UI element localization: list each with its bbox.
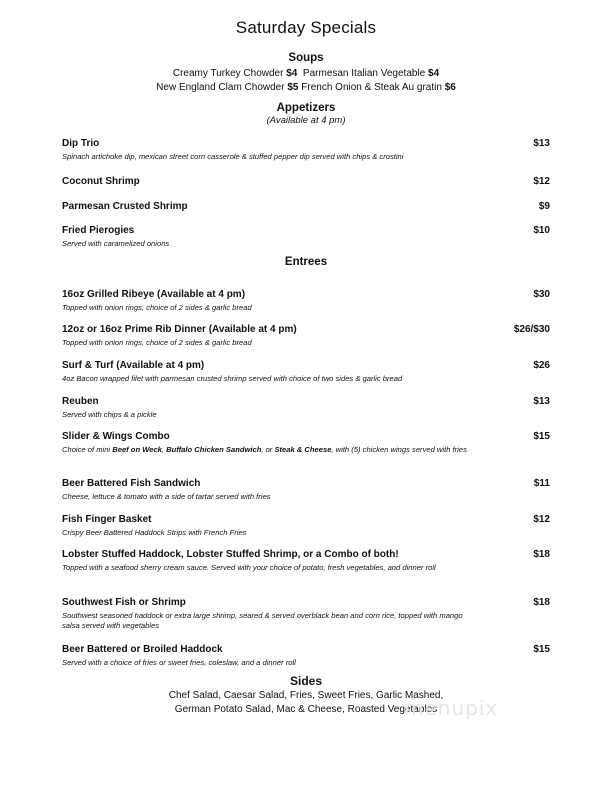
item-price: $13 [533, 396, 550, 407]
soups-line-1 [0, 68, 612, 79]
description-highlight: Beef on Weck [112, 445, 162, 454]
soup-name: New England Clam Chowder [156, 82, 285, 93]
description-text: , with (5) chicken wings served with fries [331, 445, 467, 454]
item-description: 4oz Bacon wrapped filet with parmesan crusted shrimp served with choice of two sides & garlic bread [62, 374, 403, 383]
menupix-watermark: menupix [404, 696, 499, 720]
description-text: , or [261, 445, 275, 454]
menu-item [62, 644, 550, 668]
menu-item [62, 431, 550, 455]
sides-line-1: Chef Salad, Caesar Salad, Fries, Sweet Fries, Garlic Mashed, [168, 690, 444, 701]
item-description: Cheese, lettuce & tomato with a side of tartar served with fries [62, 492, 271, 501]
item-name: 12oz or 16oz Prime Rib Dinner (Available at 4 pm) [62, 324, 297, 335]
item-price: $26/$30 [513, 324, 550, 335]
item-description: Served with a choice of fries or sweet fries, coleslaw, and a dinner roll [62, 658, 296, 667]
item-price: $18 [533, 597, 550, 608]
item-price: $30 [533, 289, 550, 300]
item-description: Spinach artichoke dip, mexican street corn casserole & stuffed pepper dip served with chips & crostini [62, 152, 404, 161]
item-description: Topped with onion rings, choice of 2 sides & garlic bread [62, 303, 252, 312]
menu-item [62, 597, 550, 631]
item-description: Topped with a seafood sherry cream sauce. Served with your choice of potato, fresh vegetables, and dinner roll [62, 563, 436, 572]
sides-heading: Sides [289, 674, 322, 688]
menu-item [62, 201, 550, 212]
item-name: Fish Finger Basket [62, 514, 152, 525]
item-name: Slider & Wings Combo [62, 431, 170, 442]
item-description: Served with chips & a pickle [62, 410, 157, 419]
item-price: $13 [533, 138, 550, 149]
appetizers-heading: Appetizers [276, 102, 336, 114]
description-text: , [161, 445, 167, 454]
item-name: Beer Battered Fish Sandwich [62, 478, 201, 489]
menu-item [62, 324, 550, 348]
item-price: $10 [533, 225, 550, 236]
soup-name: French Onion & Steak Au gratin [301, 82, 442, 93]
item-price: $9 [538, 201, 550, 212]
item-description [62, 445, 474, 455]
item-name: Lobster Stuffed Haddock, Lobster Stuffed Shrimp, or a Combo of both! [62, 549, 399, 560]
item-price: $11 [533, 478, 550, 489]
sides-line-2: German Potato Salad, Mac & Cheese, Roasted Vegetables [174, 704, 438, 715]
soup-price: $4 [286, 68, 298, 79]
menu-item [62, 396, 550, 420]
menu-item [62, 225, 550, 249]
description-text: Choice of mini [62, 445, 113, 454]
item-price: $12 [533, 176, 550, 187]
menu-item [62, 360, 550, 384]
item-price: $15 [533, 431, 550, 442]
menu-item [62, 176, 550, 187]
menu-item [62, 138, 550, 162]
soups-line-2 [0, 82, 612, 93]
soup-price: $6 [444, 82, 456, 93]
item-name: Parmesan Crusted Shrimp [62, 201, 188, 212]
item-price: $12 [533, 514, 550, 525]
soup-name: Creamy Turkey Chowder [172, 68, 284, 79]
item-description: Served with caramelized onions [62, 239, 170, 248]
entrees-heading: Entrees [284, 256, 328, 268]
menu-item [62, 478, 550, 502]
item-name: Reuben [62, 396, 99, 407]
soup-name: Parmesan Italian Vegetable [302, 68, 426, 79]
menu-title: Saturday Specials [235, 18, 377, 37]
item-description: Southwest seasoned haddock or extra large shrimp, seared & served overblack bean and corn rice, topped with mango salsa served with vegetables [62, 611, 463, 630]
description-highlight: Buffalo Chicken Sandwich [166, 445, 262, 454]
menu-item [62, 289, 550, 313]
description-highlight: Steak & Cheese [274, 445, 332, 454]
item-price: $15 [533, 644, 550, 655]
soup-price: $4 [428, 68, 440, 79]
item-name: Surf & Turf (Available at 4 pm) [62, 360, 205, 371]
item-name: Fried Pierogies [62, 225, 135, 236]
item-description: Topped with onion rings, choice of 2 sides & garlic bread [62, 338, 252, 347]
item-name: Dip Trio [62, 138, 100, 149]
item-description: Crispy Beer Battered Haddock Strips with French Fries [62, 528, 247, 537]
item-name: Beer Battered or Broiled Haddock [62, 644, 223, 655]
soup-price: $5 [287, 82, 299, 93]
soups-heading: Soups [288, 52, 324, 64]
menu-item [62, 549, 550, 573]
item-name: Coconut Shrimp [62, 176, 140, 187]
menu-item [62, 514, 550, 538]
appetizers-availability-note: (Available at 4 pm) [266, 115, 346, 126]
item-name: Southwest Fish or Shrimp [62, 597, 186, 608]
item-price: $26 [533, 360, 550, 371]
item-price: $18 [533, 549, 550, 560]
item-name: 16oz Grilled Ribeye (Available at 4 pm) [62, 289, 246, 300]
